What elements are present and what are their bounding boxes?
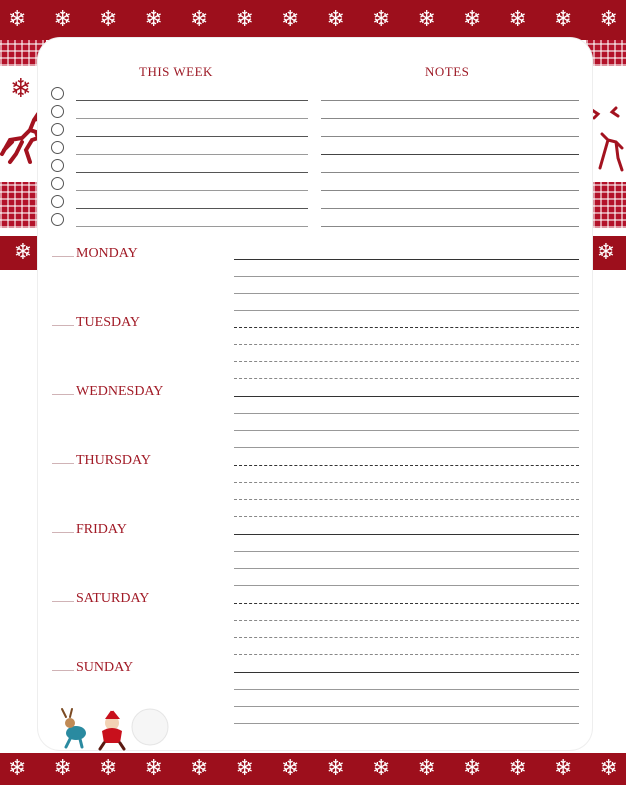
date-blank[interactable] bbox=[52, 256, 74, 257]
tuesday-lines bbox=[234, 311, 579, 379]
checklist-line[interactable] bbox=[76, 119, 308, 137]
snowflake-icon: ❄ bbox=[144, 7, 163, 32]
day-sunday bbox=[52, 660, 133, 676]
checkbox[interactable] bbox=[51, 87, 64, 100]
friday-lines bbox=[234, 518, 579, 586]
date-blank[interactable] bbox=[52, 532, 74, 533]
writing-line[interactable] bbox=[234, 397, 579, 414]
checkbox[interactable] bbox=[51, 105, 64, 118]
snowflake-icon: ❄ bbox=[190, 756, 209, 781]
writing-line[interactable] bbox=[234, 243, 579, 260]
saturday-lines bbox=[234, 587, 579, 655]
writing-line[interactable] bbox=[234, 311, 579, 328]
plaid-pattern bbox=[586, 40, 626, 66]
checklist-line[interactable] bbox=[76, 191, 308, 209]
snowflake-icon: ❄ bbox=[326, 756, 345, 781]
writing-line[interactable] bbox=[234, 260, 579, 277]
snowflake-icon: ❄ bbox=[99, 756, 118, 781]
day-label-text: SATURDAY bbox=[76, 591, 150, 606]
checklist-line[interactable] bbox=[76, 155, 308, 173]
snowflake-icon: ❄ bbox=[326, 7, 345, 32]
snowflake-icon: ❄ bbox=[10, 74, 32, 104]
notes-line[interactable] bbox=[321, 155, 579, 173]
snowflake-icon: ❄ bbox=[190, 7, 209, 32]
writing-line[interactable] bbox=[234, 518, 579, 535]
snowflake-icon: ❄ bbox=[281, 756, 300, 781]
writing-line[interactable] bbox=[234, 656, 579, 673]
notes-heading: NOTES bbox=[425, 64, 470, 79]
checklist-line[interactable] bbox=[76, 209, 308, 227]
writing-line[interactable] bbox=[234, 449, 579, 466]
bottom-snowflake-border bbox=[0, 753, 626, 785]
notes-line[interactable] bbox=[321, 119, 579, 137]
day-label-text: SUNDAY bbox=[76, 660, 134, 675]
snowflake-icon: ❄ bbox=[463, 756, 482, 781]
writing-line[interactable] bbox=[234, 621, 579, 638]
writing-line[interactable] bbox=[234, 431, 579, 448]
writing-line[interactable] bbox=[234, 294, 579, 311]
snowflake-icon: ❄ bbox=[8, 7, 27, 32]
writing-line[interactable] bbox=[234, 500, 579, 517]
writing-line[interactable] bbox=[234, 604, 579, 621]
checklist-line[interactable] bbox=[76, 173, 308, 191]
day-label-text: FRIDAY bbox=[76, 522, 127, 537]
writing-line[interactable] bbox=[234, 380, 579, 397]
snowflake-icon: ❄ bbox=[8, 756, 27, 781]
checklist-line[interactable] bbox=[76, 83, 308, 101]
santa-reindeer-icon bbox=[52, 703, 172, 751]
snowflake-icon: ❄ bbox=[235, 7, 254, 32]
snowflake-icon: ❄ bbox=[417, 756, 436, 781]
day-label-text: TUESDAY bbox=[76, 315, 141, 330]
day-monday bbox=[52, 246, 138, 262]
notes-line[interactable] bbox=[321, 137, 579, 155]
snowflake-icon: ❄ bbox=[99, 7, 118, 32]
top-snowflake-border bbox=[0, 0, 626, 40]
this-week-heading: THIS WEEK bbox=[139, 64, 213, 79]
thursday-lines bbox=[234, 449, 579, 517]
day-tuesday bbox=[52, 315, 140, 331]
snowflake-icon: ❄ bbox=[372, 756, 391, 781]
checklist-line[interactable] bbox=[76, 101, 308, 119]
writing-line[interactable] bbox=[234, 345, 579, 362]
wednesday-lines bbox=[234, 380, 579, 448]
reindeer-icon bbox=[586, 104, 626, 176]
plaid-pattern bbox=[586, 182, 626, 228]
writing-line[interactable] bbox=[234, 552, 579, 569]
writing-line[interactable] bbox=[234, 707, 579, 724]
snowflake-icon: ❄ bbox=[281, 7, 300, 32]
notes-lines bbox=[321, 83, 579, 227]
date-blank[interactable] bbox=[52, 601, 74, 602]
notes-line[interactable] bbox=[321, 209, 579, 227]
notes-line[interactable] bbox=[321, 173, 579, 191]
monday-lines bbox=[234, 243, 579, 311]
writing-line[interactable] bbox=[234, 328, 579, 345]
snowflake-icon: ❄ bbox=[599, 7, 618, 32]
day-label-text: WEDNESDAY bbox=[76, 384, 164, 399]
snowflake-icon: ❄ bbox=[508, 7, 527, 32]
writing-line[interactable] bbox=[234, 535, 579, 552]
notes-line[interactable] bbox=[321, 101, 579, 119]
day-saturday bbox=[52, 591, 149, 607]
day-label-text: THURSDAY bbox=[76, 453, 151, 468]
snowflake-icon: ❄ bbox=[417, 7, 436, 32]
writing-line[interactable] bbox=[234, 466, 579, 483]
writing-line[interactable] bbox=[234, 277, 579, 294]
writing-line[interactable] bbox=[234, 414, 579, 431]
checkbox[interactable] bbox=[51, 195, 64, 208]
day-friday bbox=[52, 522, 127, 538]
day-label-text: MONDAY bbox=[76, 246, 138, 261]
snowflake-icon: ❄ bbox=[235, 756, 254, 781]
writing-line[interactable] bbox=[234, 362, 579, 379]
writing-line[interactable] bbox=[234, 673, 579, 690]
snowflake-icon: ❄ bbox=[596, 240, 616, 265]
snowflake-icon: ❄ bbox=[554, 756, 573, 781]
checklist-line[interactable] bbox=[76, 137, 308, 155]
day-thursday bbox=[52, 453, 151, 469]
notes-line[interactable] bbox=[321, 191, 579, 209]
writing-line[interactable] bbox=[234, 587, 579, 604]
checkbox[interactable] bbox=[51, 141, 64, 154]
snowflake-icon: ❄ bbox=[372, 7, 391, 32]
day-wednesday bbox=[52, 384, 163, 400]
writing-line[interactable] bbox=[234, 569, 579, 586]
snowflake-icon: ❄ bbox=[599, 756, 618, 781]
date-blank[interactable] bbox=[52, 670, 74, 671]
notes-line[interactable] bbox=[321, 83, 579, 101]
writing-line[interactable] bbox=[234, 690, 579, 707]
snowflake-icon: ❄ bbox=[463, 7, 482, 32]
snowflake-icon: ❄ bbox=[508, 756, 527, 781]
snowflake-icon: ❄ bbox=[53, 7, 72, 32]
sunday-lines bbox=[234, 656, 579, 724]
writing-line[interactable] bbox=[234, 638, 579, 655]
date-blank[interactable] bbox=[52, 463, 74, 464]
date-blank[interactable] bbox=[52, 394, 74, 395]
snowflake-icon: ❄ bbox=[53, 756, 72, 781]
snowflake-icon: ❄ bbox=[144, 756, 163, 781]
checkbox[interactable] bbox=[51, 177, 64, 190]
snowflake-icon: ❄ bbox=[554, 7, 573, 32]
writing-line[interactable] bbox=[234, 483, 579, 500]
this-week-checklist bbox=[50, 83, 308, 227]
checkbox[interactable] bbox=[51, 159, 64, 172]
checkbox[interactable] bbox=[51, 213, 64, 226]
checkbox[interactable] bbox=[51, 123, 64, 136]
date-blank[interactable] bbox=[52, 325, 74, 326]
snowflake-icon: ❄ bbox=[13, 240, 33, 265]
side-snowflake-band bbox=[586, 236, 626, 270]
